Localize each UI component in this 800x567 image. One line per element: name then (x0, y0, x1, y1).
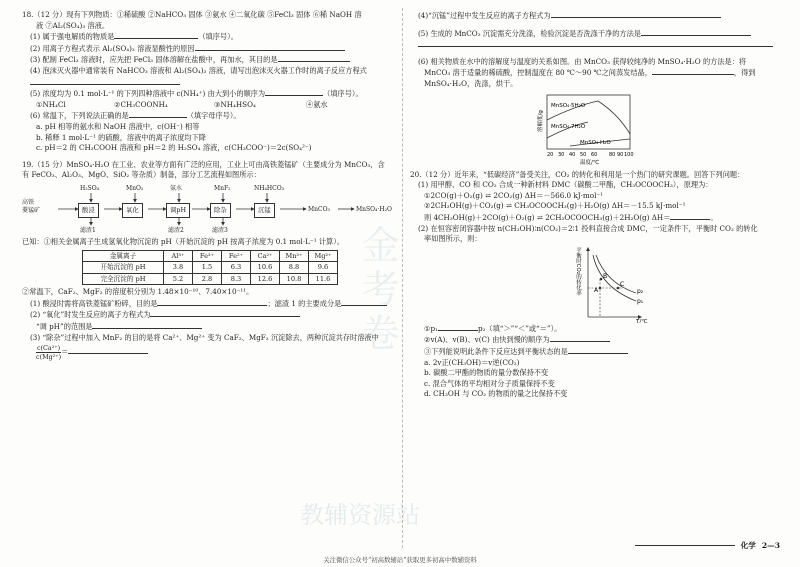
q19-answer-line-5 (410, 39, 782, 51)
q20-answer-blank-2[interactable] (438, 323, 478, 331)
footer-subject: 化学 (740, 541, 756, 550)
point-c (617, 286, 620, 289)
solubility-chart-wrap (410, 92, 782, 166)
flow-reagent-2: MnO₂ (126, 184, 144, 192)
table-cell: 12.6 (251, 273, 280, 285)
table-cell: 11.6 (309, 273, 338, 285)
footer-page-number: 2—3 (761, 541, 780, 550)
ratio-fraction (36, 344, 61, 361)
q20-part2-line1: (2) 在恒容密闭容器中按 n(CH₃OH)∶n(CO₂)＝2∶1 投料直接合成 DMC，一定条件下，平衡时 CO₂ 的转化 (418, 223, 758, 233)
q20-equation-3-tail: 。 (710, 212, 718, 222)
q18-answer-line-4 (22, 77, 394, 89)
flow-product: MnSO₄·H₂O (356, 205, 392, 213)
point-label: A (594, 286, 599, 294)
table-cell: 6.3 (222, 262, 251, 274)
q19-known-2: ②常温下，CaF₂、MgF₂ 的溶度积分别为 1.48×10⁻¹⁰、7.40×10⁻¹¹。 (22, 287, 254, 297)
point-label: B (603, 272, 608, 280)
q18-option-a: a. pH 相等的氨水和 NaOH 溶液中，c(OH⁻) 相等 (36, 121, 200, 131)
table-cell: 10.6 (251, 262, 280, 274)
q18-option-3: ③NH₄HSO₄ (214, 99, 256, 109)
q18-part5-tail: （填序号）。 (323, 89, 363, 99)
chart-x-axis-label: 温度/℃ (580, 159, 600, 166)
table-header-cell: Fe³⁺ (193, 250, 222, 262)
q19-part3-ratio (22, 343, 394, 361)
x-tick: 80 (609, 151, 616, 158)
q19-part5-text: (5) 生成的 MnCO₃ 沉淀需充分洗涤，检验沉淀是否洗涤干净的方法是 (418, 28, 641, 38)
ion-ph-table (82, 250, 338, 286)
q19-part2-text: (2) “氧化”时发生反应的离子方程式为 (30, 310, 151, 320)
q18-part2-text: (2) 用离子方程式表示 Al₂(SO₄)₃ 溶液显酸性的原因 (30, 43, 195, 53)
process-flow-diagram (22, 183, 394, 235)
curve-label: MnSO₄·H₂O (580, 139, 611, 146)
table-cell: 10.8 (280, 273, 309, 285)
column-divider (402, 8, 403, 548)
left-column (22, 10, 394, 361)
flow-intermediate: MnCO₃ (308, 205, 330, 213)
ratio-equals: ＝ (61, 347, 69, 357)
conversion-chart-wrap (410, 245, 782, 323)
q20-option-b: b. 碳酸二甲酯的物质的量分数保持不变 (424, 368, 549, 378)
q19-part6-line2 (410, 67, 782, 79)
q20-answer-blank-3[interactable] (550, 334, 610, 342)
curve-label: MnSO₄·5H₂O (551, 102, 586, 109)
q19-answer-blank-4[interactable] (551, 10, 721, 18)
q20-sub-3 (410, 346, 782, 358)
q19-answer-blank-1a[interactable] (157, 298, 267, 306)
right-column (410, 10, 782, 400)
flow-step-oxidize: 氧化 (122, 203, 143, 218)
curve-p1 (593, 255, 636, 301)
q20-part1: (1) 用甲醇、CO 和 CO₂ 合成一种新材料 DMC（碳酸二甲酯，CH₃OCOOCH₃），原理为： (418, 180, 713, 190)
q20-equation-2: ②2CH₃OH(g)＋CO₂(g) ⇌ CH₃OCOOCH₃(g)＋H₂O(g) ΔH＝－15.5 kJ·mol⁻¹ (424, 201, 686, 211)
q18-option-b: b. 稀释 1 mol·L⁻¹ 的硫酸，溶液中的离子浓度均下降 (36, 132, 206, 142)
q19-part1-mid: ；滤渣 1 的主要成分是 (267, 298, 342, 308)
question-19 (22, 160, 394, 362)
x-tick: 50 (580, 151, 587, 158)
table-cell: 9.6 (309, 262, 338, 274)
curve-p2 (596, 255, 636, 293)
q20-equation-3-text: 则 4CH₃OH(g)＋2CO(g)＋O₂(g) ⇌ 2CH₃OCOOCH₃(g)＋2H₂O(g) ΔH＝ (424, 212, 671, 222)
footer-note: 关注微信公众号“初高数辅站”获取更多初高中数辅资料 (323, 556, 477, 564)
q18-option-4: ④氨水 (306, 99, 328, 109)
q18-answer-blank-3[interactable] (278, 54, 350, 62)
table-cell: 2.8 (193, 273, 222, 285)
q18-head-2: 液 ⑦Al₂(SO₄)₃ 溶液。 (36, 20, 110, 30)
x-tick: 20 (547, 151, 554, 158)
q18-part1 (22, 31, 394, 43)
q18-answer-blank-6[interactable] (129, 110, 187, 118)
flow-residue-3: 滤渣3 (212, 226, 228, 234)
flow-reagent-4: MnF₂ (214, 184, 231, 192)
table-cell: 3.8 (164, 262, 193, 274)
q19-answer-blank-6[interactable] (652, 67, 734, 75)
table-cell: 8.8 (280, 262, 309, 274)
q20-sub-1 (410, 323, 782, 335)
q20-sub-3-text: ③下列能说明此条件下反应达到平衡状态的是 (424, 346, 568, 356)
q18-part1-text: (1) 属于强电解质的物质是 (30, 32, 115, 42)
chart-y-axis-label: 溶解度/g (538, 109, 544, 132)
conversion-chart (410, 245, 782, 323)
flow-ore-label-2: 菱锰矿 (22, 206, 41, 214)
q20-answer-blank-1[interactable] (670, 212, 710, 220)
watermark-vertical: 金考卷 (355, 225, 399, 357)
point-label: C (620, 280, 625, 288)
flow-step-precipitate-mn: 沉锰 (254, 203, 275, 218)
curve-label: p₁ (637, 297, 644, 305)
q19-part4 (410, 10, 782, 22)
q18-part5-options (22, 100, 394, 111)
flow-step-remove-impurity: 除杂 (210, 203, 231, 218)
table-cell: 开始沉淀的 pH (83, 262, 164, 274)
table-header-cell: Ca²⁺ (251, 250, 280, 262)
q20-answer-blank-4[interactable] (568, 346, 628, 354)
q18-part5 (22, 88, 394, 100)
q19-answer-blank-5[interactable] (641, 28, 751, 36)
q18-part5-text: (5) 浓度均为 0.1 mol·L⁻¹ 的下列四种溶液中 c(NH₄⁺) 由大到小的顺序为 (30, 89, 266, 99)
q18-part6-tail: （填字母序号）。 (186, 111, 241, 121)
q19-answer-blank-1b[interactable] (341, 298, 387, 306)
q18-answer-blank-5[interactable] (265, 88, 323, 96)
x-tick: 100 (624, 151, 634, 158)
x-tick: 40 (569, 151, 576, 158)
flow-ore-label-1: 高铁 (22, 198, 35, 206)
table-header-cell: Mn²⁺ (280, 250, 309, 262)
q20-part2-line2: 率如图所示，则： (424, 234, 482, 244)
table-cell: 8.3 (222, 273, 251, 285)
flow-residue-1: 滤渣1 (80, 226, 96, 234)
q18-option-c: c. pH＝2 的 CH₃COOH 溶液和 pH＝2 的 H₂SO₄ 溶液，c(CH₃COO⁻)＝2c(SO₄²⁻) (36, 143, 312, 153)
q19-answer-blank-5b[interactable] (418, 39, 773, 47)
flow-step-acid-leach: 酸浸 (78, 203, 99, 218)
chart-x-axis-label: T/℃ (636, 318, 648, 323)
q19-part1 (22, 298, 394, 310)
q18-part2 (22, 43, 394, 55)
q19-part6-line2-tail: ，得到 (733, 68, 756, 78)
table-row (83, 262, 338, 274)
q20-option-a: a. 2v正(CH₃OH)＝v逆(CO₂) (424, 357, 520, 367)
page-footer (635, 540, 780, 551)
curve-label: MnSO₄·7H₂O (551, 123, 586, 130)
q18-part3-text: (3) 配制 FeCl₃ 溶液时，应先把 FeCl₃ 固体溶解在盐酸中，再加水，其目的是 (30, 55, 278, 65)
q18-part3 (22, 54, 394, 66)
q19-known-1: 已知：①相关金属离子生成氢氧化物沉淀的 pH（开始沉淀的 pH 按离子浓度为 0.1 mol·L⁻¹ 计算）。 (22, 236, 345, 246)
q20-sub-2 (410, 334, 782, 346)
ratio-denominator: c(Mg²⁺) (36, 352, 62, 361)
table-header-cell: Mg²⁺ (309, 250, 338, 262)
q20-sub-1-text: ①p₁ (424, 323, 438, 333)
table-cell: 5.2 (164, 273, 193, 285)
ratio-numerator: c(Ca²⁺) (36, 343, 61, 352)
table-header-cell: Al³⁺ (164, 250, 193, 262)
q19-part4-text: (4)“沉锰”过程中发生反应的离子方程式为 (418, 11, 551, 20)
x-tick: 30 (558, 151, 565, 158)
q19-part2b (22, 321, 394, 333)
q18-answer-blank-2[interactable] (195, 43, 345, 51)
flow-reagent-5: NH₄HCO₃ (254, 184, 285, 192)
flow-reagent-3: 氨水 (170, 184, 183, 192)
chart-y-axis-label: 平衡时CO₂的转化率 (575, 246, 581, 296)
q18-option-1: ①NH₄Cl (36, 99, 66, 109)
q18-part6-text: (6) 常温下，下列说法正确的是 (30, 111, 129, 121)
q19-head-1: 19.（15 分）MnSO₄·H₂O 在工业、农业等方面有广泛的应用，工业上可由高铁菱锰矿（主要成分为 MnCO₃，含 (22, 159, 385, 169)
question-18 (22, 10, 394, 154)
flow-residue-2: 滤渣2 (168, 226, 184, 234)
table-header-cell: Fe²⁺ (222, 250, 251, 262)
q20-equation-3 (410, 212, 782, 224)
q19-answer-blank-2a[interactable] (150, 309, 300, 317)
q20-equation-1: ①2CO(g)＋O₂(g) ⇌ 2CO₂(g) ΔH＝－566.0 kJ·mol⁻¹ (424, 190, 604, 200)
q18-part6 (22, 110, 394, 122)
x-tick: 90 (617, 151, 624, 158)
q19-part2 (22, 309, 394, 321)
flow-step-adjust-ph: 调pH (166, 203, 190, 218)
q18-option-2: ②CH₃COONH₄ (114, 99, 168, 109)
flow-reagent-1: H₂SO₄ (80, 184, 100, 192)
q18-answer-blank-4[interactable] (30, 77, 180, 85)
q20-option-c: c. 混合气体的平均相对分子质量保持不变 (424, 378, 555, 388)
point-b (600, 277, 603, 280)
q18-head-1: 18.（12 分）现有下列物质：①稀硫酸 ②NaHCO₃ 固体 ③氨水 ④二氧化碳 ⑤FeCl₃ 固体 ⑥稀 NaOH 溶 (22, 10, 362, 19)
q19-answer-blank-3[interactable] (68, 346, 148, 354)
table-header-row (83, 250, 338, 262)
q19-head-2: 有 FeCO₃、Al₂O₃、MgO、SiO₂ 等杂质）制备，部分工艺流程如图所示： (22, 170, 261, 180)
q20-head-1: 20.（12 分）近年来，“低碳经济”备受关注，CO₂ 的转化和利用是一个热门的研究课题。回答下列问题： (410, 169, 745, 179)
solubility-chart (410, 92, 782, 166)
q18-part1-tail: （填序号）。 (198, 32, 238, 42)
q20-option-d: d. CH₃OH 与 CO₂ 的物质的量之比保持不变 (424, 389, 568, 399)
q19-part5 (410, 28, 782, 40)
table-row (83, 273, 338, 285)
point-a (599, 286, 602, 289)
q19-answer-blank-2b[interactable] (92, 321, 202, 329)
table-cell: 完全沉淀的 pH (83, 273, 164, 285)
q19-part2b-text: “调 pH”的范围是 (36, 322, 93, 332)
watermark-bottom: 教辅资源站 (300, 501, 420, 529)
curve-label: p₂ (637, 287, 644, 295)
q19-part6-line1: (6) 相关物质在水中的溶解度与温度的关系如图。由 MnCO₃ 获得较纯净的 MnSO₄·H₂O 的方法是：将 (418, 56, 747, 66)
table-header-cell: 金属离子 (83, 250, 164, 262)
q20-sub-1-tail: p₂（填“＞”“＜”或“＝”）。 (477, 323, 562, 333)
q18-answer-blank-1[interactable] (114, 31, 198, 39)
q20-sub-2-text: ②v(A)、v(B)、v(C) 由快到慢的顺序为 (424, 335, 550, 345)
x-tick: 60 (591, 151, 598, 158)
q19-part1-text: (1) 酸浸时需将高铁菱锰矿粉碎，目的是 (30, 298, 158, 308)
q19-part3: (3) “除杂”过程中加入 MnF₂ 的目的是将 Ca²⁺、Mg²⁺ 变为 CaF₂、MgF₂ 沉淀除去，两种沉淀共存时溶液中 (30, 332, 379, 342)
q18-part4: (4) 泡沫灭火器中通常装有 NaHCO₃ 溶液和 Al₂(SO₄)₃ 溶液，请写出泡沫灭火器工作时的离子反应方程式 (30, 65, 367, 75)
table-cell: 1.5 (193, 262, 222, 274)
footer-rule (635, 545, 735, 546)
q19-part6-line3: MnSO₄·H₂O，洗涤，烘干。 (424, 78, 518, 88)
q19-part6-line2-text: MnCO₃ 溶于适量的稀硫酸，控制温度在 80 ℃～90 ℃之间蒸发结晶， (424, 68, 652, 78)
